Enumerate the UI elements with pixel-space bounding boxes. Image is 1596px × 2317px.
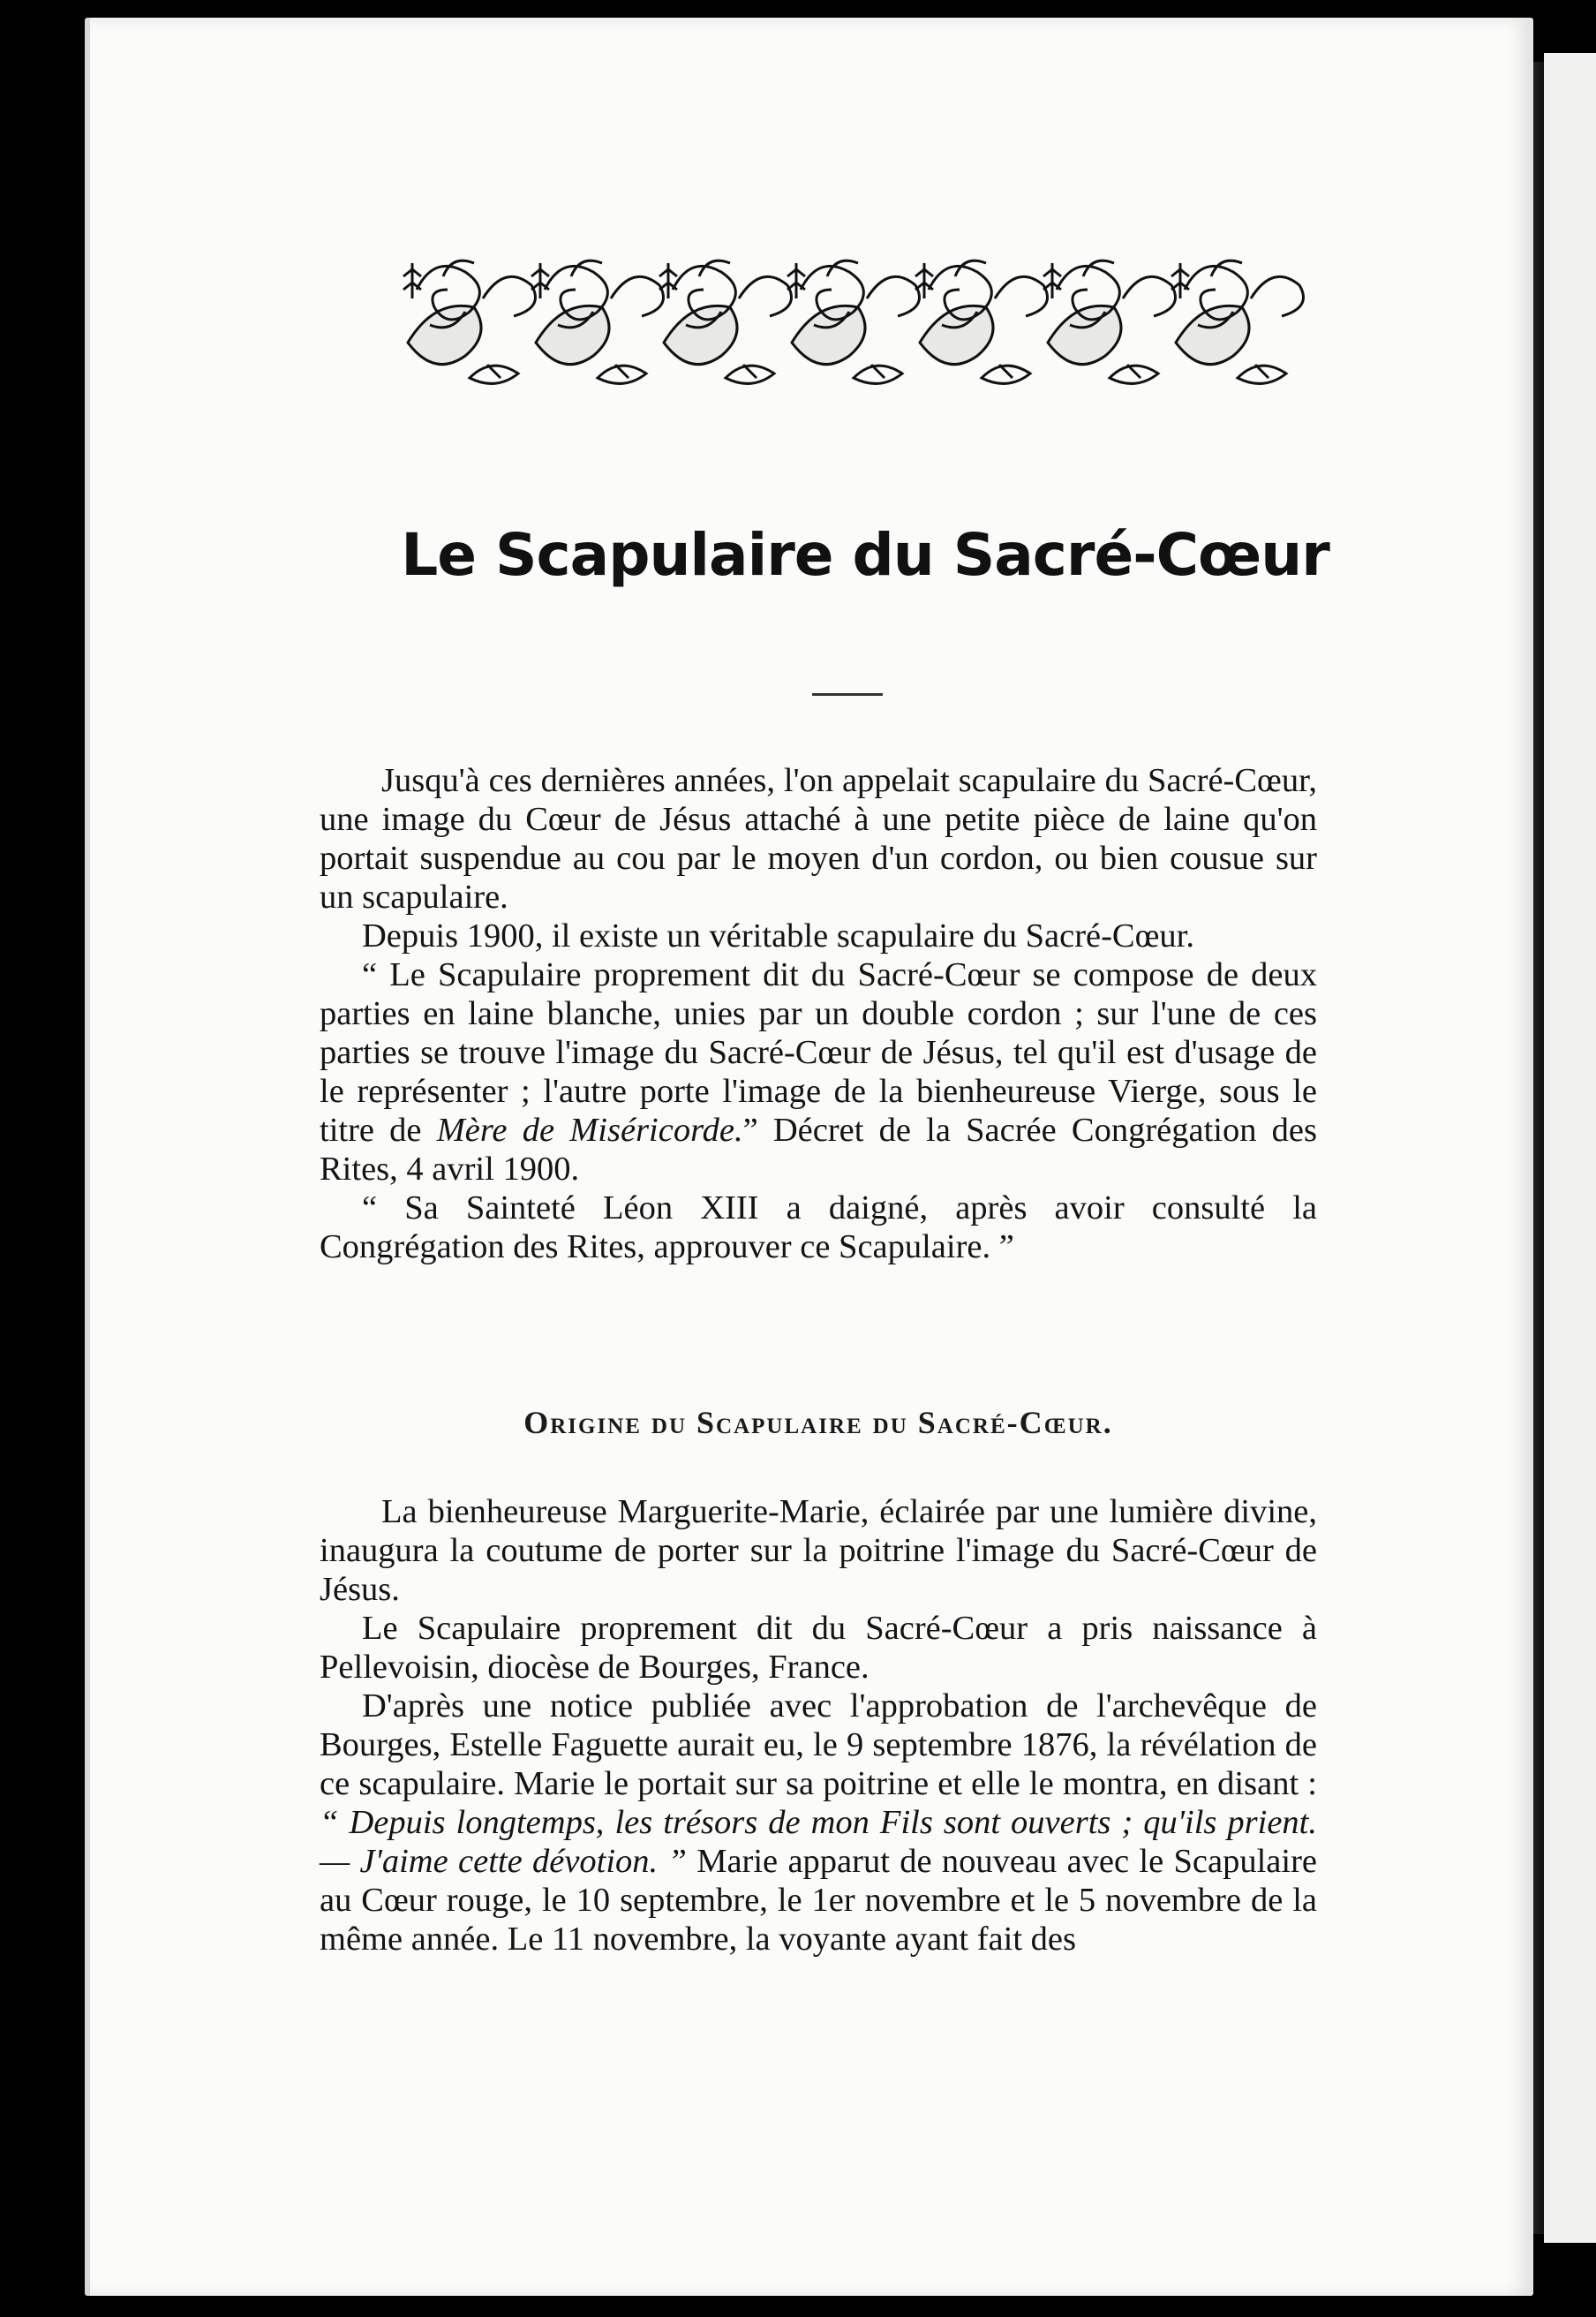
paragraph: Le Scapulaire proprement dit du Sacré-Cœur a pris naissance à Pellevoisin, diocèse de Bourges, France. bbox=[320, 1610, 1317, 1686]
paragraph: La bienheureuse Marguerite-Marie, éclairée par une lumière divine, inaugura la coutume de porter sur la poitrine l'image du Sacré-Cœur de Jésus. bbox=[320, 1493, 1317, 1608]
paragraph bbox=[320, 955, 1317, 1189]
italic-title: Mère de Miséricorde. bbox=[436, 1112, 743, 1149]
paragraph-text: D'après une notice publiée avec l'approbation de l'archevêque de Bourges, Estelle Faguette aurait eu, le 9 septembre 1876, la révélation de ce scapulaire. Marie le portait sur sa poitrine et elle le montra, en disant : bbox=[320, 1687, 1317, 1802]
floral-ornament-icon bbox=[399, 237, 1308, 400]
section-heading: Origine du Scapulaire du Sacré-Cœur. bbox=[523, 1405, 1113, 1440]
paragraph: Depuis 1900, il existe un véritable scapulaire du Sacré-Cœur. bbox=[362, 917, 1194, 955]
page-title: Le Scapulaire du Sacré-Cœur bbox=[401, 521, 1329, 589]
decree-citation: ” Décret de la Sacrée Congrégation des Rites, 4 avril 1900. bbox=[320, 1112, 1317, 1188]
adjacent-page-edge bbox=[1544, 53, 1596, 2243]
italic-quote: “ Depuis longtemps, les trésors de mon Fils sont ouverts ; qu'ils prient. — J'aime cette dévotion. ” bbox=[320, 1804, 1317, 1880]
paragraph: “ Sa Sainteté Léon XIII a daigné, après avoir consulté la Congrégation des Rites, approuver ce Scapulaire. ” bbox=[320, 1189, 1317, 1265]
paragraph: Jusqu'à ces dernières années, l'on appelait scapulaire du Sacré-Cœur, une image du Cœur de Jésus attaché à une petite pièce de laine qu'on portait suspendue au cou par le moyen d'un cordon, ou bien cousue sur un scapulaire. bbox=[320, 762, 1317, 916]
body-section-1 bbox=[320, 761, 1317, 1266]
title-divider bbox=[812, 693, 883, 696]
paragraph-text: Marie apparut de nouveau avec le Scapulaire au Cœur rouge, le 10 septembre, le 1er novembre et le 5 novembre de la même année. Le 11 novembre, la voyante ayant fait des bbox=[320, 1843, 1317, 1958]
quote-text: “ Le Scapulaire proprement dit du Sacré-Cœur se compose de deux parties en laine blanche, unies par un double cordon ; sur l'une de ces parties se trouve l'image du Sacré-Cœur de Jésus, tel qu'il est d'usage de le représenter ; l'autre porte l'image de la bienheureuse Vierge, sous le titre de bbox=[320, 956, 1317, 1149]
paragraph bbox=[320, 1687, 1317, 1959]
body-section-2 bbox=[320, 1492, 1317, 1959]
